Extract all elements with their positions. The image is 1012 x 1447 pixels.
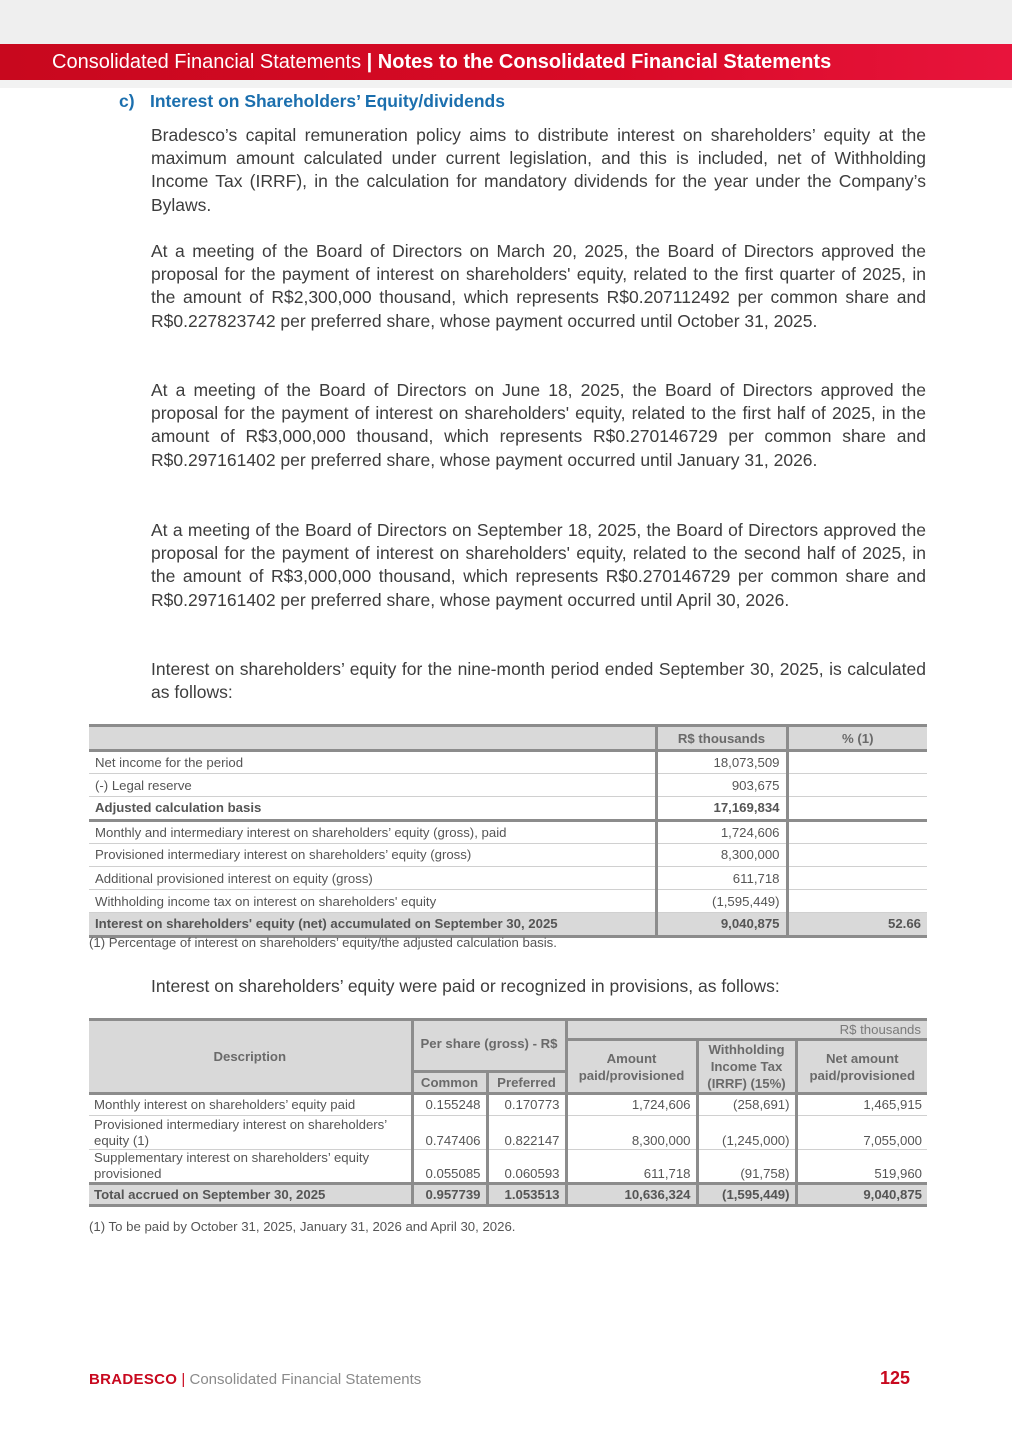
header-unit: R$ thousands xyxy=(566,1020,927,1040)
paragraph-september: At a meeting of the Board of Directors on September 18, 2025, the Board of Directors approved the proposal for the payment of interest on shareholders' equity, related to the second half of 2025, in the amount of R$3,000,000 thousand, which represents R$0.270146729 per common share and R$0.297161402 per preferred share, whose payment occurred until April 30, 2026. xyxy=(151,520,926,610)
row-label: (-) Legal reserve xyxy=(89,774,656,797)
row-value: 17,169,834 xyxy=(656,797,787,820)
footer-brand: BRADESCO xyxy=(89,1371,178,1388)
table1-footnote: (1) Percentage of interest on shareholders’ equity/the adjusted calculation basis. xyxy=(89,935,557,950)
table-row xyxy=(89,1094,927,1116)
table-row xyxy=(89,1150,927,1184)
section-heading: Interest on Shareholders’ Equity/dividends xyxy=(150,91,505,111)
row-value: 8,300,000 xyxy=(656,843,787,866)
row-net: 7,055,000 xyxy=(796,1116,927,1150)
total-amount: 10,636,324 xyxy=(566,1184,697,1206)
paragraph-paid-intro: Interest on shareholders’ equity were paid or recognized in provisions, as follows: xyxy=(151,976,780,996)
page-footer xyxy=(89,1371,421,1388)
header-net: Net amount paid/provisioned xyxy=(796,1040,927,1094)
row-common: 0.747406 xyxy=(412,1116,487,1150)
header-description: Description xyxy=(89,1020,412,1094)
table-row xyxy=(89,1116,927,1150)
table-row xyxy=(89,890,927,913)
total-common: 0.957739 xyxy=(412,1184,487,1206)
total-description: Total accrued on September 30, 2025 xyxy=(89,1184,412,1206)
table-header-row xyxy=(89,726,927,751)
footer-title: Consolidated Financial Statements xyxy=(189,1371,422,1388)
row-percent xyxy=(787,820,927,843)
header-per-share: Per share (gross) - R$ xyxy=(412,1020,566,1072)
paragraph-june: At a meeting of the Board of Directors on June 18, 2025, the Board of Directors approved the proposal for the payment of interest on shareholders' equity, related to the first half of 2025, in the amount of R$3,000,000 thousand, which represents R$0.270146729 per common share and R$0.297161402 per preferred share, whose payment occurred until January 31, 2026. xyxy=(151,380,926,470)
header-description xyxy=(89,726,656,751)
row-description: Supplementary interest on shareholders’ equity provisioned xyxy=(89,1150,412,1184)
table-row xyxy=(89,843,927,866)
table-total-row xyxy=(89,1184,927,1206)
row-percent: 52.66 xyxy=(787,913,927,936)
header-common: Common xyxy=(412,1072,487,1094)
header-amount: Amount paid/provisioned xyxy=(566,1040,697,1094)
row-description: Monthly interest on shareholders’ equity paid xyxy=(89,1094,412,1116)
table-total-row xyxy=(89,913,927,936)
row-percent xyxy=(787,843,927,866)
footer-separator: | xyxy=(181,1371,186,1388)
row-preferred: 0.822147 xyxy=(487,1116,566,1150)
row-value: 9,040,875 xyxy=(656,913,787,936)
header-underline xyxy=(0,80,1012,88)
paragraph-calculation-intro: Interest on shareholders’ equity for the nine-month period ended September 30, 2025, is calculated as follows: xyxy=(151,659,926,703)
section-title xyxy=(119,91,505,112)
page-number: 125 xyxy=(880,1368,911,1388)
row-percent xyxy=(787,797,927,820)
row-label: Monthly and intermediary interest on shareholders’ equity (gross), paid xyxy=(89,820,656,843)
row-value: 1,724,606 xyxy=(656,820,787,843)
row-label: Net income for the period xyxy=(89,751,656,774)
header-row-1 xyxy=(89,1020,927,1040)
row-net: 519,960 xyxy=(796,1150,927,1184)
header-percent: % (1) xyxy=(787,726,927,751)
row-amount: 8,300,000 xyxy=(566,1116,697,1150)
header-rs-thousands: R$ thousands xyxy=(656,726,787,751)
total-preferred: 1.053513 xyxy=(487,1184,566,1206)
row-value: (1,595,449) xyxy=(656,890,787,913)
header-withholding: Withholding Income Tax (IRRF) (15%) xyxy=(697,1040,796,1094)
row-value: 18,073,509 xyxy=(656,751,787,774)
row-withholding: (258,691) xyxy=(697,1094,796,1116)
total-withholding: (1,595,449) xyxy=(697,1184,796,1206)
row-percent xyxy=(787,890,927,913)
header-subtitle: Notes to the Consolidated Financial Statements xyxy=(377,51,832,73)
row-percent xyxy=(787,774,927,797)
row-label: Interest on shareholders' equity (net) accumulated on September 30, 2025 xyxy=(89,913,656,936)
row-common: 0.055085 xyxy=(412,1150,487,1184)
row-amount: 1,724,606 xyxy=(566,1094,697,1116)
header-preferred: Preferred xyxy=(487,1072,566,1094)
row-percent xyxy=(787,866,927,889)
section-letter: c) xyxy=(119,91,135,111)
row-preferred: 0.170773 xyxy=(487,1094,566,1116)
table-row xyxy=(89,774,927,797)
table2-footnote: (1) To be paid by October 31, 2025, January 31, 2026 and April 30, 2026. xyxy=(89,1219,516,1234)
row-withholding: (1,245,000) xyxy=(697,1116,796,1150)
row-value: 611,718 xyxy=(656,866,787,889)
interest-paid-table xyxy=(89,1018,927,1207)
row-value: 903,675 xyxy=(656,774,787,797)
row-label: Withholding income tax on interest on shareholders' equity xyxy=(89,890,656,913)
row-common: 0.155248 xyxy=(412,1094,487,1116)
header-separator: | xyxy=(366,51,373,73)
row-amount: 611,718 xyxy=(566,1150,697,1184)
header-section: Consolidated Financial Statements xyxy=(52,51,362,73)
row-percent xyxy=(787,751,927,774)
row-label: Additional provisioned interest on equity (gross) xyxy=(89,866,656,889)
table-row xyxy=(89,820,927,843)
top-margin xyxy=(0,0,1012,44)
interest-calculation-table xyxy=(89,724,927,938)
paragraph-march: At a meeting of the Board of Directors on March 20, 2025, the Board of Directors approved the proposal for the payment of interest on shareholders' equity, related to the first quarter of 2025, in the amount of R$2,300,000 thousand, which represents R$0.207112492 per common share and R$0.227823742 per preferred share, whose payment occurred until October 31, 2025. xyxy=(151,241,926,331)
row-preferred: 0.060593 xyxy=(487,1150,566,1184)
table-row xyxy=(89,751,927,774)
table-row xyxy=(89,797,927,820)
row-label: Provisioned intermediary interest on shareholders’ equity (gross) xyxy=(89,843,656,866)
total-net: 9,040,875 xyxy=(796,1184,927,1206)
row-label: Adjusted calculation basis xyxy=(89,797,656,820)
row-description: Provisioned intermediary interest on shareholders’ equity (1) xyxy=(89,1116,412,1150)
row-withholding: (91,758) xyxy=(697,1150,796,1184)
row-net: 1,465,915 xyxy=(796,1094,927,1116)
table-row xyxy=(89,866,927,889)
paragraph-policy: Bradesco’s capital remuneration policy aims to distribute interest on shareholders’ equity at the maximum amount calculated under current legislation, and this is included, net of Withholding Income Tax (IRRF), in the calculation for mandatory dividends for the year under the Company’s Bylaws. xyxy=(151,125,926,215)
page-header xyxy=(0,44,1012,80)
